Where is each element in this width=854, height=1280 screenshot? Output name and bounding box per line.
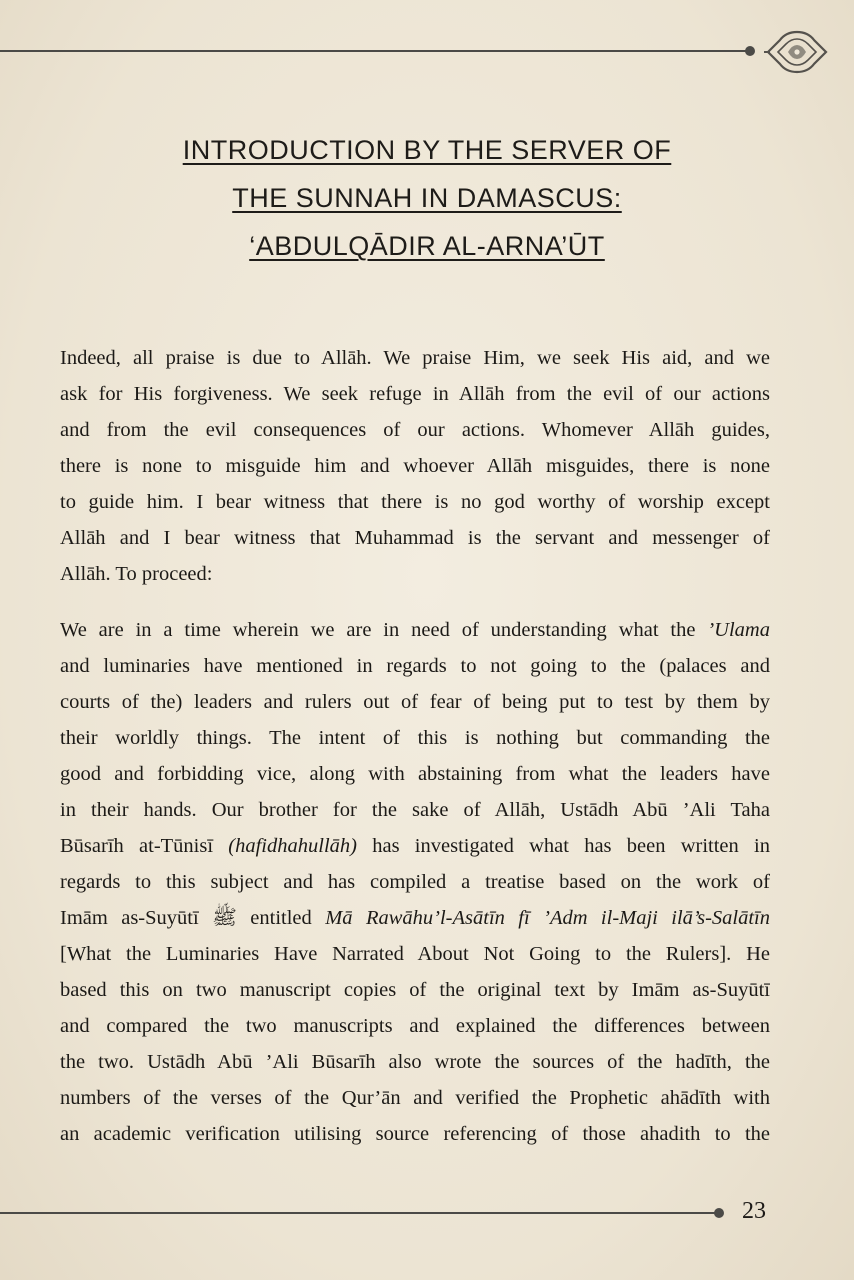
- italic-term: (hafidhahullāh): [228, 835, 357, 857]
- text-line: their worldly things. The intent of this is nothing but commanding the: [60, 727, 770, 749]
- text-line: regards to this subject and has compiled a treatise based on the work of: [60, 871, 770, 893]
- footer-rule: [0, 1212, 718, 1214]
- text-line: in their hands. Our brother for the sake of Allāh, Ustādh Abū ’Ali Taha: [60, 799, 770, 821]
- text-line: numbers of the verses of the Qur’ān and verified the Prophetic ahādīth with: [60, 1087, 770, 1109]
- page-number: 23: [742, 1198, 766, 1224]
- title-line-3: ‘ABDULQĀDIR AL-ARNA’ŪT: [249, 231, 605, 261]
- text-line: ask for His forgiveness. We seek refuge in Allāh from the evil of our actions: [60, 383, 770, 405]
- text-line: We are in a time wherein we are in need of understanding what the ’Ulama: [60, 619, 770, 641]
- title-line-1: INTRODUCTION BY THE SERVER OF: [182, 135, 672, 165]
- text-line: there is none to misguide him and whoever Allāh misguides, there is none: [60, 455, 770, 477]
- header-rule: [0, 50, 754, 52]
- arabesque-ornament-icon: [764, 28, 830, 76]
- text-line: courts of the) leaders and rulers out of fear of being put to test by them by: [60, 691, 770, 713]
- chapter-title: [100, 128, 754, 272]
- text-line: good and forbidding vice, along with abstaining from what the leaders have: [60, 763, 770, 785]
- text-line: Imām as-Suyūtī ﷺ entitled Mā Rawāhu’l-Asātīn fī ’Adm il-Maji ilā’s-Salātīn: [60, 907, 770, 929]
- paragraph-1: [60, 340, 770, 592]
- italic-term: ’Ulama: [707, 619, 770, 641]
- text-line: the two. Ustādh Abū ’Ali Būsarīh also wrote the sources of the hadīth, the: [60, 1051, 770, 1073]
- paragraph-2: [60, 612, 770, 1152]
- text-line: Būsarīh at-Tūnisī (hafidhahullāh) has investigated what has been written in: [60, 835, 770, 857]
- text-line: an academic verification utilising source referencing of those ahadith to the: [60, 1123, 770, 1145]
- text-line: and from the evil consequences of our actions. Whomever Allāh guides,: [60, 419, 770, 441]
- header-rule-endpoint: [745, 46, 755, 56]
- body-text: [60, 340, 770, 1152]
- footer-rule-endpoint: [714, 1208, 724, 1218]
- title-line-2: THE SUNNAH IN DAMASCUS:: [232, 183, 622, 213]
- text-line: and compared the two manuscripts and explained the differences between: [60, 1015, 770, 1037]
- text-line: Allāh and I bear witness that Muhammad is the servant and messenger of: [60, 527, 770, 549]
- text-line: based this on two manuscript copies of the original text by Imām as-Suyūtī: [60, 979, 770, 1001]
- text-line: to guide him. I bear witness that there is no god worthy of worship except: [60, 491, 770, 513]
- text-line: [What the Luminaries Have Narrated About Not Going to the Rulers]. He: [60, 943, 770, 965]
- text-line: Allāh. To proceed:: [60, 563, 213, 585]
- italic-book-title: Mā Rawāhu’l-Asātīn fī ’Adm il-Maji ilā’s-Salātīn: [325, 907, 770, 929]
- text-line: and luminaries have mentioned in regards to not going to the (palaces and: [60, 655, 770, 677]
- text-line: Indeed, all praise is due to Allāh. We praise Him, we seek His aid, and we: [60, 347, 770, 369]
